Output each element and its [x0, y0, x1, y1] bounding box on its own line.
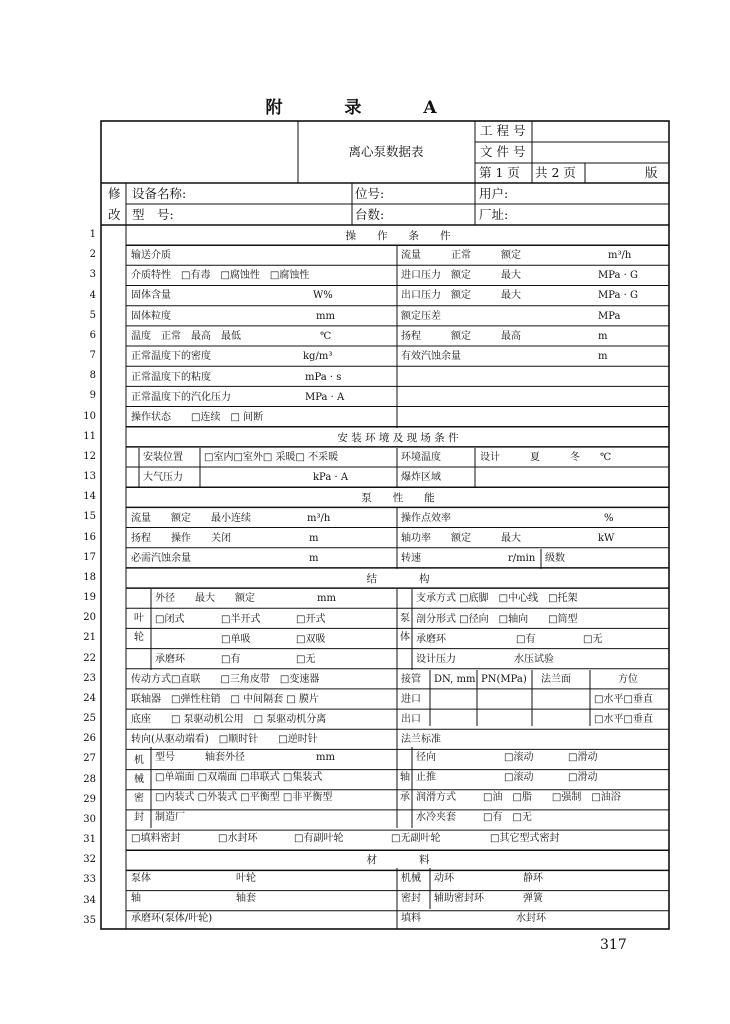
- equipment-name-label: 设备名称:: [132, 186, 187, 201]
- row-number: 7: [89, 350, 96, 362]
- unit-label: m: [598, 331, 608, 342]
- field-label: 外径 最大 额定: [155, 593, 255, 604]
- field-label: 填料: [401, 913, 421, 924]
- mechanical-seal-label: 械: [134, 774, 144, 785]
- field-label: 流量 额定 最小连续: [131, 513, 251, 524]
- field-label: 弹簧: [523, 893, 543, 904]
- mechanical-seal-label: 机: [134, 755, 144, 766]
- checkbox-option: □滚动: [504, 752, 534, 763]
- project-no-label: 工 程 号: [480, 123, 526, 138]
- field-label: 扬程 操作 关闭: [131, 533, 231, 544]
- field-label: 温度 正常 最高 最低: [131, 331, 241, 342]
- field-label: 承磨环: [416, 634, 446, 645]
- position-no-label: 位号:: [355, 186, 385, 201]
- field-label: 轴: [131, 893, 141, 904]
- field-label: 额定压差: [401, 311, 441, 322]
- unit-label: kW: [598, 533, 615, 544]
- row-number: 17: [83, 551, 96, 563]
- unit-label: mm: [316, 311, 335, 322]
- checkbox-option: □水平□垂直: [594, 714, 653, 725]
- unit-label: m: [598, 351, 608, 362]
- field-label: 水压试验: [514, 654, 554, 665]
- unit-label: m³/h: [307, 513, 331, 524]
- field-label: 转向(从驱动端看) □顺时针 □逆时针: [131, 734, 318, 745]
- unit-label: MPa: [598, 311, 621, 322]
- unit-label: r/min: [508, 553, 536, 564]
- row-number: 2: [89, 249, 96, 261]
- mechanical-seal-label: 密: [134, 793, 144, 804]
- field-label: 固体粒度: [131, 311, 171, 322]
- row-number: 24: [83, 692, 96, 704]
- column-header: 法兰面: [541, 674, 571, 685]
- page-label: 第 1 页: [479, 165, 520, 180]
- field-label: 接管: [401, 674, 421, 685]
- field-label: 承磨环(泵体/叶轮): [131, 913, 213, 924]
- field-label: 爆炸区域: [401, 472, 441, 483]
- checkbox-option: □有: [516, 634, 536, 645]
- unit-label: m: [309, 553, 319, 564]
- unit-label: mPa · s: [305, 372, 342, 383]
- field-label: 介质特性 □有毒 □腐蚀性 □腐蚀性: [131, 270, 310, 281]
- unit-label: %: [604, 513, 614, 524]
- field-label: 传动方式□直联 □三角皮带 □变速器: [131, 674, 320, 685]
- field-label: 出口: [401, 714, 421, 725]
- row-number: 12: [83, 450, 96, 462]
- checkbox-option: □无: [583, 634, 603, 645]
- field-label: 安装位置: [143, 452, 183, 463]
- field-label: 有效汽蚀余量: [401, 351, 461, 362]
- row-number: 4: [89, 289, 96, 301]
- field-label: 联轴器 □弹性柱销 □ 中间隔套 □ 膜片: [131, 694, 319, 705]
- section-operating-conditions: 操 作 条 件: [345, 230, 451, 242]
- factory-address-label: 厂址:: [479, 207, 509, 222]
- field-label: 轴功率 额定 最大: [401, 533, 521, 544]
- unit-label: m: [309, 533, 319, 544]
- field-label: 操作状态 □连续 □ 间断: [131, 412, 264, 423]
- field-label: 剖分形式 □径向 □轴向 □筒型: [416, 614, 578, 625]
- field-label: 扬程 额定 最高: [401, 331, 521, 342]
- quantity-label: 台数:: [355, 207, 385, 222]
- row-number: 16: [83, 531, 96, 543]
- field-label: 密封: [401, 893, 421, 904]
- row-number: 20: [83, 612, 96, 624]
- field-label: 静环: [523, 873, 543, 884]
- row-number: 35: [83, 914, 96, 926]
- mechanical-seal-label: 封: [134, 812, 144, 823]
- unit-label: mm: [317, 593, 336, 604]
- field-label: 进口压力 额定 最大: [401, 270, 521, 281]
- field-label: 出口压力 额定 最大: [401, 290, 521, 301]
- column-header: DN, mm: [434, 674, 476, 685]
- file-no-label: 文 件 号: [480, 144, 526, 159]
- field-label: 机械: [401, 873, 421, 884]
- checkbox-option: □滑动: [568, 752, 598, 763]
- field-label: 正常温度下的密度: [131, 351, 211, 362]
- field-label: 法兰标准: [401, 734, 441, 745]
- unit-label: MPa · A: [305, 392, 345, 403]
- unit-label: ℃: [320, 331, 332, 342]
- row-number: 14: [83, 491, 96, 503]
- pump-body-label: 泵: [400, 613, 410, 624]
- row-number: 22: [83, 652, 96, 664]
- total-pages-label: 共 2 页: [535, 165, 576, 180]
- field-label: 设计压力: [416, 654, 456, 665]
- checkbox-option: □有: [221, 654, 241, 665]
- checkbox-option: □油 □脂 □强制 □油浴: [483, 792, 621, 803]
- row-number: 30: [83, 813, 96, 825]
- field-label: 水冷夹套: [416, 812, 456, 823]
- field-label: 级数: [545, 553, 565, 564]
- checkbox-option: □闭式: [155, 614, 185, 625]
- field-label: 承磨环: [155, 654, 185, 665]
- revision-label: 改: [108, 207, 121, 222]
- page-title: 附 录 A: [265, 98, 465, 118]
- impeller-label: 轮: [134, 632, 144, 643]
- field-label: 操作点效率: [401, 513, 451, 524]
- user-label: 用户:: [479, 186, 509, 201]
- field-label: 正常温度下的粘度: [131, 372, 211, 383]
- field-label: 轴套: [236, 893, 256, 904]
- row-number: 3: [89, 269, 96, 281]
- edition-label: 版: [645, 165, 658, 180]
- field-label: 设计 夏 冬 ℃: [480, 452, 612, 463]
- row-number: 25: [83, 713, 96, 725]
- row-number: 26: [83, 733, 96, 745]
- row-number: 23: [83, 672, 96, 684]
- checkbox-option: □半开式: [221, 614, 261, 625]
- field-label: 叶轮: [236, 873, 256, 884]
- checkbox-option: □水封环: [218, 833, 258, 844]
- row-number: 13: [83, 471, 96, 483]
- column-header: 方位: [618, 674, 638, 685]
- field-label: 环境温度: [401, 452, 441, 463]
- field-label: 水封环: [516, 913, 546, 924]
- field-label: 底座 □ 泵驱动机公用 □ 泵驱动机分离: [131, 714, 327, 725]
- unit-label: MPa · G: [598, 270, 639, 281]
- field-label: 径向: [416, 752, 436, 763]
- field-label: 润滑方式: [416, 792, 456, 803]
- field-label: 正常温度下的汽化压力: [131, 392, 231, 403]
- checkbox-option: □有副叶轮: [294, 833, 344, 844]
- row-number: 29: [83, 793, 96, 805]
- row-number: 15: [83, 511, 96, 523]
- row-number: 28: [83, 773, 96, 785]
- column-header: PN(MPa): [481, 674, 527, 685]
- checkbox-option: □无副叶轮: [391, 833, 441, 844]
- row-number: 27: [83, 753, 96, 765]
- checkbox-option: □填料密封: [131, 833, 181, 844]
- row-number: 10: [83, 410, 96, 422]
- field-label: 型号 轴套外径: [155, 752, 245, 763]
- checkbox-option: □开式: [296, 614, 326, 625]
- row-number: 11: [83, 430, 96, 442]
- row-number: 1: [89, 229, 96, 240]
- row-number: 21: [83, 632, 96, 644]
- row-number: 34: [83, 894, 96, 906]
- row-number: 19: [83, 592, 96, 604]
- unit-label: m³/h: [608, 250, 632, 261]
- section-pump-performance: 泵 性 能: [361, 492, 435, 504]
- field-label: 辅助密封环: [434, 893, 484, 904]
- field-label: 转速: [401, 553, 421, 564]
- checkbox-option: □滑动: [568, 772, 598, 783]
- checkbox-option: □水平□垂直: [594, 694, 653, 705]
- row-number: 33: [83, 874, 96, 886]
- unit-label: kg/m³: [303, 351, 333, 362]
- bearing-label: 轴: [400, 772, 410, 783]
- checkbox-option: □滚动: [504, 772, 534, 783]
- revision-label: 修: [108, 186, 121, 201]
- checkbox-option: □其它型式密封: [490, 833, 560, 844]
- checkbox-option: □无: [296, 654, 316, 665]
- form-title: 离心泵数据表: [348, 144, 424, 159]
- section-install-environment: 安 装 环 境 及 现 场 条 件: [337, 432, 459, 444]
- checkbox-option: □有 □无: [483, 812, 532, 823]
- field-label: 输送介质: [131, 250, 171, 261]
- field-label: 制造厂: [155, 812, 185, 823]
- unit-label: mm: [316, 752, 335, 763]
- checkbox-option: □双吸: [296, 634, 326, 645]
- unit-label: kPa · A: [313, 472, 349, 483]
- field-label: 泵体: [131, 873, 151, 884]
- section-structure: 结 构: [366, 573, 430, 585]
- unit-label: W%: [313, 290, 333, 301]
- field-label: 必需汽蚀余量: [131, 553, 191, 564]
- field-label: 进口: [401, 694, 421, 705]
- row-number: 8: [89, 370, 96, 382]
- row-number: 9: [89, 390, 96, 402]
- row-number: 18: [83, 571, 96, 583]
- field-label: 止推: [416, 772, 436, 783]
- checkbox-option: □内装式 □外装式 □平衡型 □非平衡型: [155, 792, 333, 803]
- row-number: 31: [83, 834, 96, 846]
- bearing-label: 承: [400, 792, 410, 803]
- section-material: 材 料: [366, 854, 430, 866]
- row-number: 32: [83, 854, 96, 866]
- page-number: 317: [600, 937, 627, 953]
- row-number: 6: [89, 329, 96, 341]
- impeller-label: 叶: [134, 613, 144, 624]
- field-label: □室内□室外□ 采暖□ 不采暖: [204, 452, 339, 463]
- row-number: 5: [89, 309, 96, 321]
- field-label: 固体含量: [131, 290, 171, 301]
- checkbox-option: □单端面 □双端面 □串联式 □集装式: [155, 772, 323, 783]
- field-label: 支承方式 □底脚 □中心线 □托架: [416, 593, 578, 604]
- unit-label: MPa · G: [598, 290, 639, 301]
- field-label: 大气压力: [143, 472, 183, 483]
- field-label: 流量 正常 额定: [401, 250, 521, 261]
- checkbox-option: □单吸: [221, 634, 251, 645]
- field-label: 动环: [434, 873, 454, 884]
- pump-body-label: 体: [400, 632, 410, 643]
- model-label: 型 号:: [132, 207, 174, 222]
